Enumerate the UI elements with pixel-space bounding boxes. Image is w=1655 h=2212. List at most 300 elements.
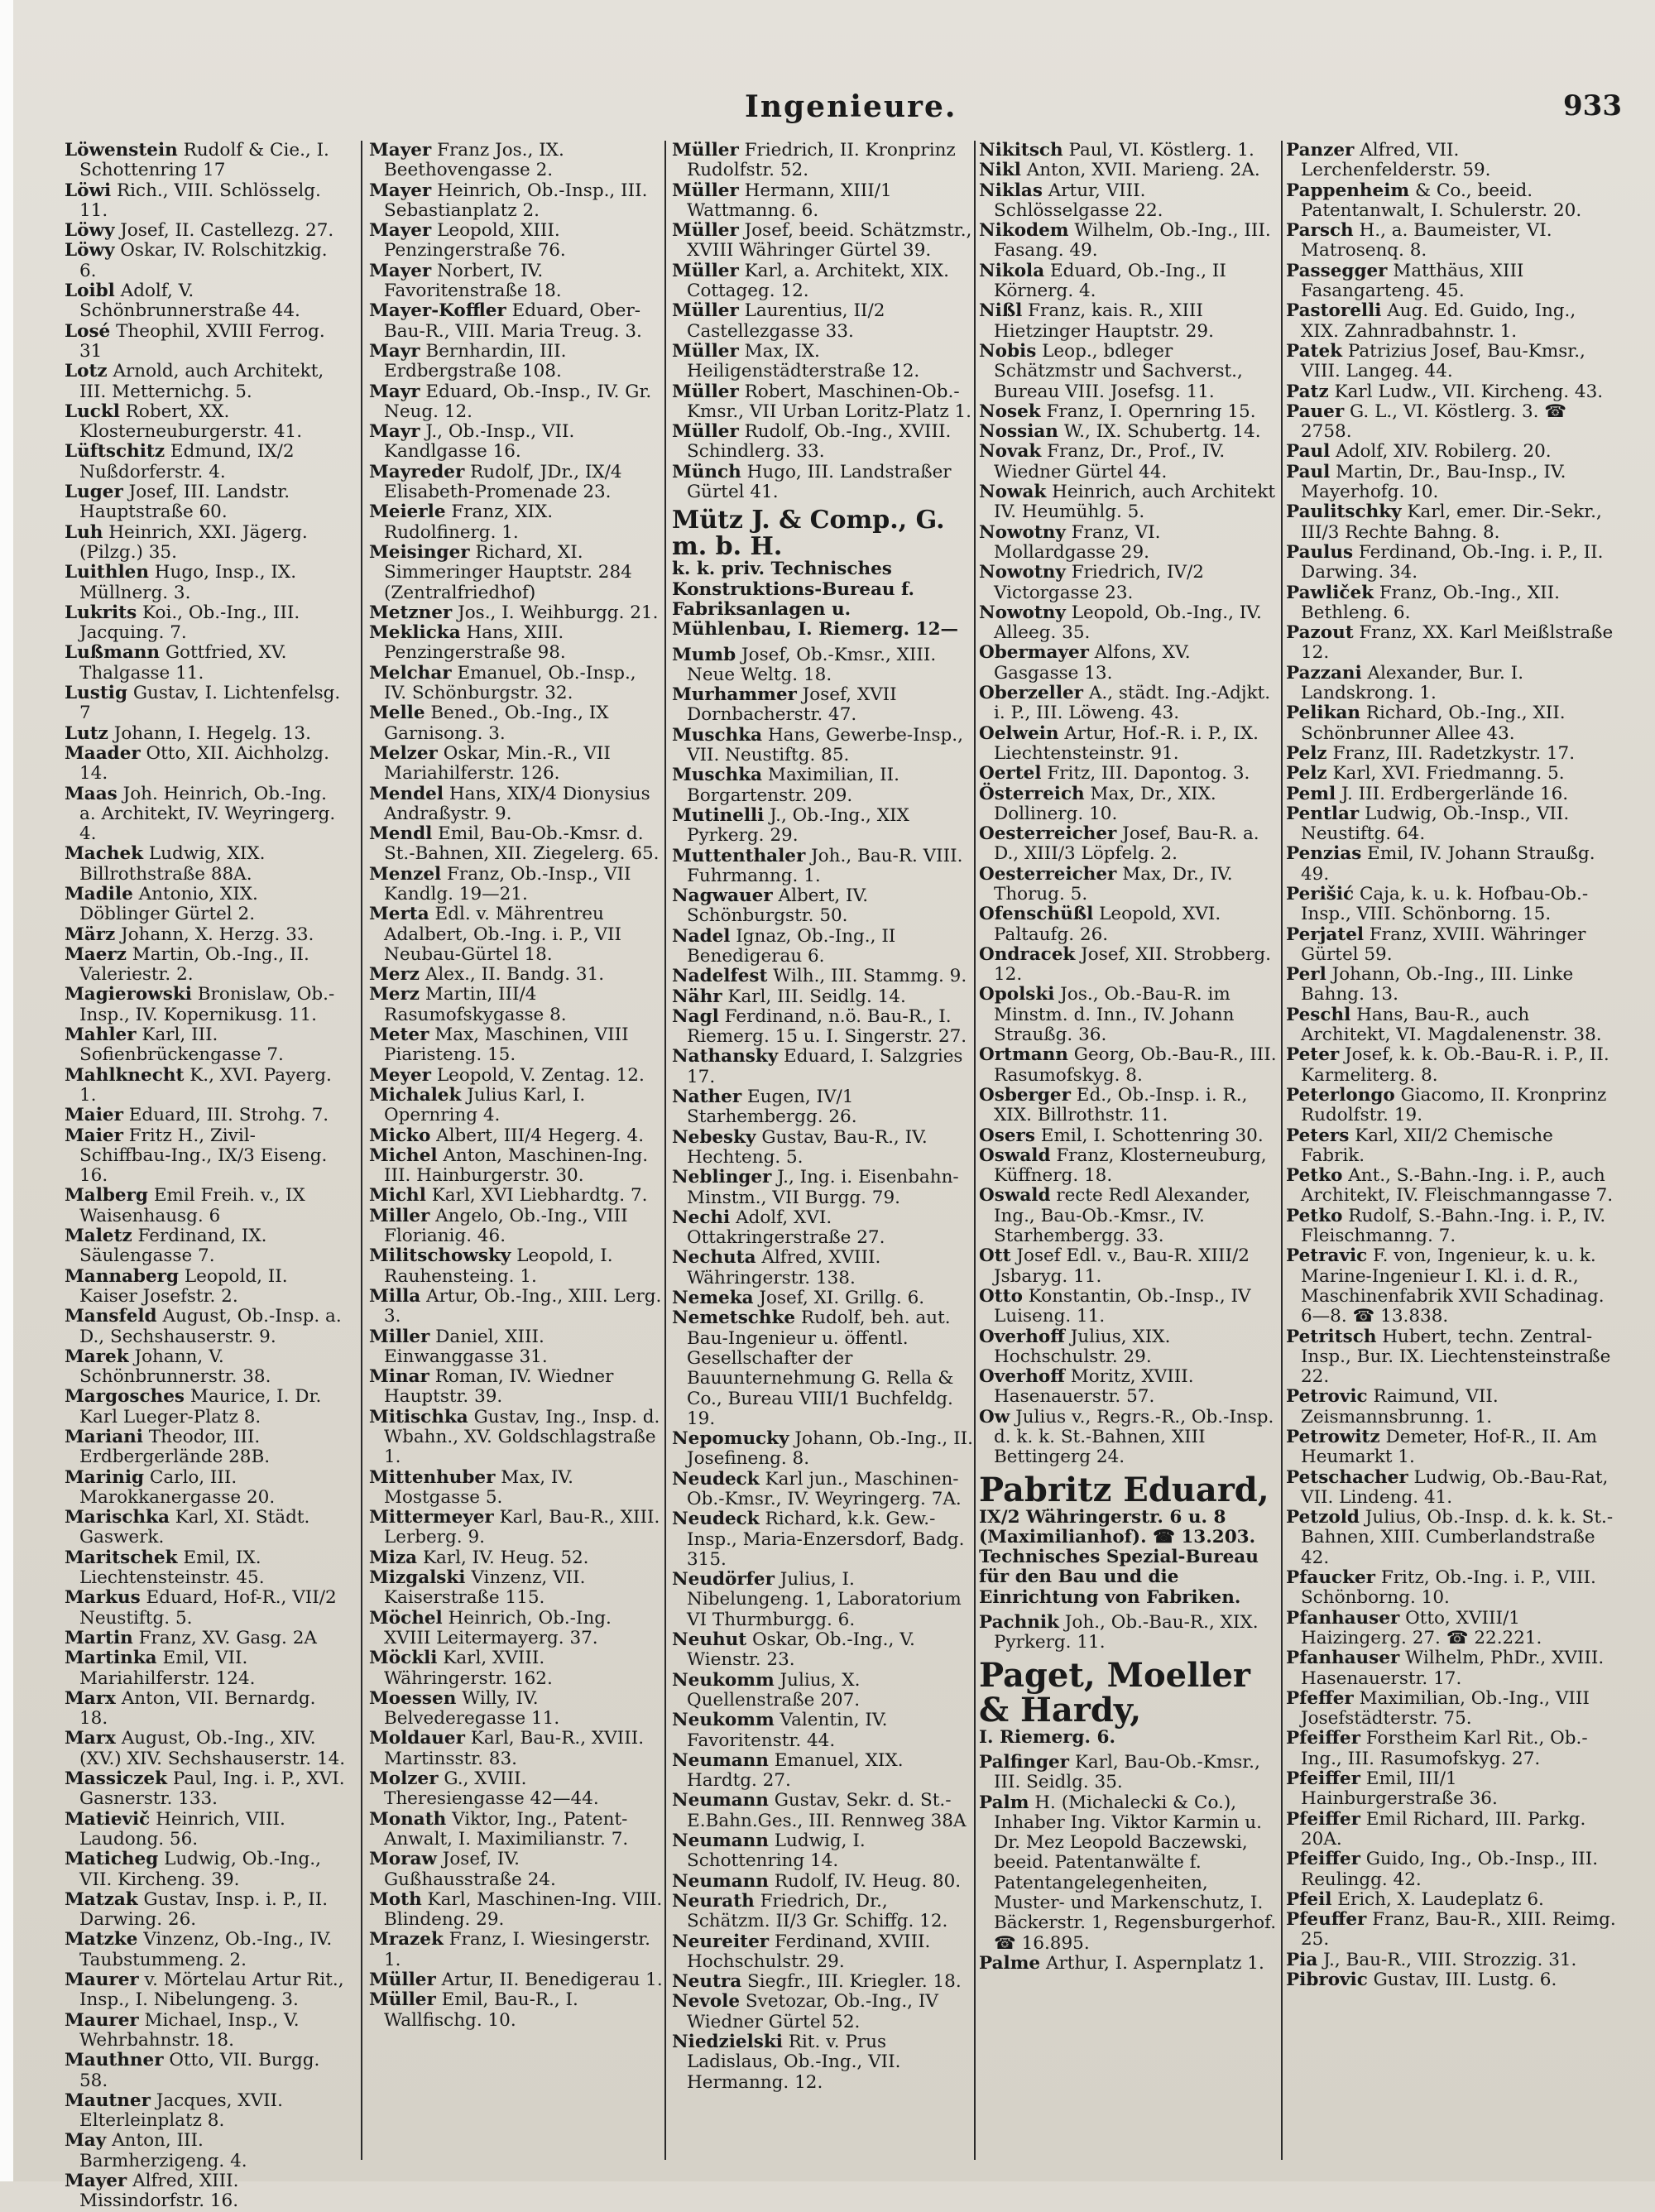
directory-entry xyxy=(1286,1327,1617,1388)
directory-entry xyxy=(65,844,346,885)
entry-surname: Maerz xyxy=(65,943,127,965)
entry-surname: Osberger xyxy=(979,1084,1071,1106)
directory-entry xyxy=(369,865,663,905)
entry-details: G. L., VI. Köstlerg. 3. ☎ 2758. xyxy=(1301,401,1567,443)
entry-surname: Maader xyxy=(65,742,141,764)
directory-entry xyxy=(672,685,974,726)
entry-surname: Lüftschitz xyxy=(65,441,166,463)
entry-surname: Markus xyxy=(65,1587,141,1609)
entry-details: Ferdinand, IX. Säulengasse 7. xyxy=(79,1226,267,1267)
entry-details: Josef, II. Castellezg. 27. xyxy=(114,220,334,242)
directory-entry xyxy=(369,1568,663,1609)
directory-entry xyxy=(672,1570,974,1630)
entry-details: Edl. v. Mährentreu Adalbert, Ob.-Ing. i. P., VII Neubau-Gürtel 18. xyxy=(384,904,621,965)
entry-details: Antonio, XIX. Döblinger Gürtel 2. xyxy=(79,883,258,925)
directory-entry xyxy=(672,1087,974,1128)
directory-entry xyxy=(65,925,346,945)
entry-details: Friedrich, II. Kronprinz Rudolfstr. 52. xyxy=(687,140,956,181)
directory-entry xyxy=(672,987,974,1007)
entry-details: Rudolf & Cie., I. Schottenring 17 xyxy=(79,140,329,181)
entry-details: Franz, VI. Mollardgasse 29. xyxy=(994,521,1161,563)
directory-entry xyxy=(65,1267,346,1308)
entry-surname: Oesterreicher xyxy=(979,823,1117,845)
column-rule xyxy=(1281,141,1283,2160)
directory-entry xyxy=(979,945,1278,986)
entry-details: Artur, Hof.-R. i. P., IX. Liechtensteinstr. 91. xyxy=(994,722,1259,764)
directory-entry xyxy=(369,603,663,623)
entry-surname: Mendel xyxy=(369,783,444,804)
directory-entry xyxy=(65,885,346,925)
entry-details: Fritz, Ob.-Ing. i. P., VIII. Schönborng. 10. xyxy=(1301,1567,1596,1609)
entry-surname: Peschl xyxy=(1286,1004,1351,1025)
entry-details: Joh. Heinrich, Ob.-Ing. a. Architekt, IV. Weyringerg. 4. xyxy=(79,783,336,845)
entry-details: Eduard, Ober-Bau-R., VIII. Maria Treug. 3. xyxy=(384,300,642,342)
entry-details: Michael, Insp., V. Wehrbahnstr. 18. xyxy=(79,2009,300,2051)
entry-details: Rudolf, Ob.-Ing., XVIII. Schindlerg. 33. xyxy=(687,421,952,463)
entry-surname: Loibl xyxy=(65,281,115,302)
entry-details: Emil Richard, III. Parkg. 20A. xyxy=(1301,1808,1586,1850)
directory-entry xyxy=(65,1508,346,1548)
entry-surname: Pfanhauser xyxy=(1286,1607,1400,1629)
directory-entry xyxy=(1286,1508,1617,1568)
entry-surname: Oertel xyxy=(979,763,1042,785)
entry-surname: Matzke xyxy=(65,1929,138,1950)
entry-surname: Müller xyxy=(672,381,739,402)
entry-surname: Petrovic xyxy=(1286,1386,1368,1408)
directory-entry xyxy=(979,724,1278,765)
entry-surname: Peters xyxy=(1286,1125,1350,1146)
entry-surname: Nemetschke xyxy=(672,1308,796,1329)
entry-details: Anton, XVII. Marieng. 2A. xyxy=(1020,160,1260,181)
entry-surname: Overhoff xyxy=(979,1326,1065,1347)
directory-entry xyxy=(369,965,663,985)
entry-details: Johann, X. Herzg. 33. xyxy=(115,924,314,945)
entry-surname: Ofenschüßl xyxy=(979,904,1094,925)
entry-surname: Militschowsky xyxy=(369,1245,511,1267)
entry-surname: Petrowitz xyxy=(1286,1427,1380,1447)
entry-surname: Martin xyxy=(65,1627,133,1648)
entry-details: Jos., I. Weihburgg. 21. xyxy=(452,602,659,623)
entry-details: Ludwig, XIX. Billrothstraße 88A. xyxy=(79,843,266,885)
entry-details: Karl Ludw., VII. Kircheng. 43. xyxy=(1328,381,1604,402)
entry-details: Ludwig, I. Schottenring 14. xyxy=(687,1831,866,1872)
entry-details: Eduard, III. Strohg. 7. xyxy=(122,1105,329,1126)
entry-surname: Maier xyxy=(65,1105,123,1126)
entry-details: Karl, emer. Dir.-Sekr., III/3 Rechte Bahng. 8. xyxy=(1301,501,1602,543)
entry-surname: Mayer xyxy=(369,140,432,161)
directory-entry xyxy=(979,482,1278,523)
directory-entry xyxy=(65,1025,346,1066)
entry-surname: Pibrovic xyxy=(1286,1970,1368,1991)
entry-surname: Machek xyxy=(65,843,144,865)
entry-details: Eduard, Ob.-Insp., IV. Gr. Neug. 12. xyxy=(384,381,652,422)
directory-entry xyxy=(65,1106,346,1125)
directory-entry xyxy=(1286,442,1617,462)
entry-details: H., a. Baumeister, VI. Matrosenq. 8. xyxy=(1301,220,1552,262)
entry-surname: Meierle xyxy=(369,501,446,523)
directory-entry xyxy=(65,1890,346,1931)
entry-details: Georg, Ob.-Bau-R., III. Rasumofskyg. 8. xyxy=(994,1044,1277,1086)
entry-details: Theodor, III. Erdbergerlände 28B. xyxy=(79,1427,271,1468)
entry-details: Gustav, III. Lustg. 6. xyxy=(1367,1970,1557,1991)
directory-entry xyxy=(672,463,974,503)
entry-details: Emil, I. Schottenring 30. xyxy=(1034,1125,1264,1146)
directory-entry xyxy=(1286,1207,1617,1247)
column-rule xyxy=(361,141,362,2160)
entry-surname: Meisinger xyxy=(369,541,470,563)
directory-entry xyxy=(369,221,663,262)
entry-surname: Moraw xyxy=(369,1849,437,1870)
directory-entry xyxy=(979,1753,1278,1793)
entry-surname: Maletz xyxy=(65,1226,132,1247)
entry-surname: Möckli xyxy=(369,1648,438,1669)
entry-surname: Löwy xyxy=(65,220,115,242)
directory-entry xyxy=(65,1588,346,1629)
directory-entry xyxy=(369,904,663,965)
column-rule xyxy=(974,141,976,2160)
directory-entry xyxy=(672,1429,974,1470)
entry-details: Leop., bdleger Schätzmstr und Sachverst., Bureau VIII. Josefsg. 11. xyxy=(994,340,1243,402)
directory-entry xyxy=(369,1648,663,1689)
entry-details: Max, Dr., XIX. Dollinerg. 10. xyxy=(994,783,1216,824)
entry-surname: Malberg xyxy=(65,1185,148,1207)
entry-surname: Neurath xyxy=(672,1890,755,1912)
ad-heading: Mütz J. & Comp., G. m. b. H. xyxy=(672,506,945,561)
entry-surname: Panzer xyxy=(1286,140,1355,161)
directory-entry xyxy=(65,1387,346,1427)
entry-surname: Mayer xyxy=(369,220,432,242)
entry-surname: Peml xyxy=(1286,783,1336,804)
entry-details: Karl, XVI Liebhardtg. 7. xyxy=(425,1185,648,1207)
entry-details: Adolf, XIV. Robilerg. 20. xyxy=(1330,441,1552,463)
entry-details: Leopold, XVI. Paltaufg. 26. xyxy=(994,904,1221,945)
entry-surname: Müller xyxy=(672,300,739,322)
entry-surname: Nikola xyxy=(979,260,1045,281)
entry-surname: Pia xyxy=(1286,1949,1318,1970)
entry-details: Albert, III/4 Hegerg. 4. xyxy=(430,1125,645,1146)
entry-surname: Marek xyxy=(65,1346,129,1367)
directory-entry xyxy=(65,362,346,402)
directory-entry xyxy=(369,1990,663,2031)
entry-surname: Murhammer xyxy=(672,684,797,706)
entry-surname: Mansfeld xyxy=(65,1306,157,1327)
entry-details: Josef, XI. Grillg. 6. xyxy=(753,1288,925,1309)
directory-entry xyxy=(65,563,346,603)
entry-surname: Neukomm xyxy=(672,1669,775,1691)
entry-details: Hans, Bau-R., auch Architekt, VI. Magdalenenstr. 38. xyxy=(1301,1004,1602,1046)
directory-entry xyxy=(979,985,1278,1045)
directory-entry xyxy=(65,402,346,443)
entry-surname: Palfinger xyxy=(979,1751,1069,1773)
entry-details: Karl, IV. Heug. 52. xyxy=(417,1547,589,1568)
entry-surname: Nossian xyxy=(979,421,1058,443)
entry-surname: Opolski xyxy=(979,984,1055,1005)
directory-entry xyxy=(369,985,663,1025)
directory-entry xyxy=(369,1126,663,1146)
entry-details: Bened., Ob.-Ing., IX Garnisong. 3. xyxy=(384,703,609,744)
entry-surname: Micko xyxy=(369,1125,431,1146)
directory-entry xyxy=(369,1086,663,1126)
entry-surname: Mayr xyxy=(369,340,420,362)
entry-details: Valentin, IV. Favoritenstr. 44. xyxy=(687,1710,888,1751)
entry-surname: Oelwein xyxy=(979,722,1059,744)
entry-details: J. III. Erdbergerlände 16. xyxy=(1336,783,1569,804)
directory-entry xyxy=(672,1288,974,1308)
directory-entry xyxy=(979,1126,1278,1146)
entry-surname: Münch xyxy=(672,461,741,482)
entry-surname: Lukrits xyxy=(65,602,137,623)
entry-details: Alfred, XVIII. Währingerstr. 138. xyxy=(687,1247,881,1288)
column-rule xyxy=(664,141,666,2160)
directory-entry xyxy=(369,1207,663,1247)
directory-entry xyxy=(369,181,663,222)
directory-entry xyxy=(979,764,1278,784)
entry-details: Hugo, Insp., IX. Müllnerg. 3. xyxy=(79,562,297,603)
directory-entry xyxy=(979,563,1278,603)
entry-surname: Patz xyxy=(1286,381,1329,402)
entry-surname: Petzold xyxy=(1286,1507,1360,1528)
entry-details: Arnold, auch Architekt, III. Metternichg. 5. xyxy=(79,361,324,402)
directory-entry xyxy=(672,645,974,686)
directory-entry xyxy=(369,422,663,463)
entry-surname: Mrazek xyxy=(369,1929,444,1950)
entry-details: Artur, II. Benedigerau 1. xyxy=(435,1970,663,1991)
directory-entry xyxy=(979,1146,1278,1187)
entry-surname: Mumb xyxy=(672,644,736,665)
entry-details: Anton, VII. Bernardg. 18. xyxy=(79,1687,316,1730)
entry-surname: Neudeck xyxy=(672,1468,760,1490)
entry-surname: Massiczek xyxy=(65,1768,167,1790)
entry-details: Emil, IV. Johann Straußg. 49. xyxy=(1301,843,1595,885)
entry-details: Emanuel, XIX. Hardtg. 27. xyxy=(687,1749,904,1792)
entry-surname: Mariani xyxy=(65,1427,143,1447)
entry-details: Rit. v. Prus Ladislaus, Ob.-Ing., VII. Hermanng. 12. xyxy=(687,2032,901,2093)
entry-surname: Perl xyxy=(1286,964,1326,986)
directory-entry xyxy=(979,1186,1278,1246)
directory-entry xyxy=(1286,1246,1617,1327)
entry-details: Julius, I. Nibelungeng. 1, Laboratorium VI Thurmburgg. 6. xyxy=(687,1569,962,1630)
entry-details: Adolf, XVI. Ottakringerstraße 27. xyxy=(687,1207,885,1249)
directory-entry xyxy=(369,1850,663,1890)
directory-entry xyxy=(369,1930,663,1970)
entry-details: Albert, IV. Schönburgstr. 50. xyxy=(687,885,869,927)
directory-entry xyxy=(369,1468,663,1509)
directory-entry xyxy=(369,1246,663,1287)
entry-surname: Pelikan xyxy=(1286,703,1361,724)
directory-entry xyxy=(672,1932,974,1973)
entry-details: Josef, Ob.-Kmsr., XIII. Neue Weltg. 18. xyxy=(687,644,937,685)
entry-surname: Lotz xyxy=(65,361,108,382)
directory-entry xyxy=(979,1954,1278,1974)
entry-details: Anton, III. Barmherzigeng. 4. xyxy=(79,2130,247,2171)
entry-details: Matthäus, XIII Fasangarteng. 45. xyxy=(1301,260,1524,302)
entry-details: Max, Maschinen, VIII Piaristeng. 15. xyxy=(384,1024,629,1066)
directory-entry xyxy=(979,1045,1278,1086)
entry-details: A., städt. Ing.-Adjkt. i. P., III. Löweng. 43. xyxy=(994,683,1271,724)
entry-details: Ferdinand, n.ö. Bau-R., I. Riemerg. 15 u. I. Singerstr. 27. xyxy=(687,1005,967,1048)
entry-surname: Margosches xyxy=(65,1386,185,1408)
directory-entry xyxy=(1286,382,1617,402)
entry-surname: Milla xyxy=(369,1285,421,1307)
entry-details: Karl, III. Sofienbrückengasse 7. xyxy=(79,1024,284,1066)
directory-entry xyxy=(65,1769,346,1810)
directory-entry xyxy=(1286,463,1617,503)
directory-entry xyxy=(1286,1126,1617,1167)
entry-details: Franz, I. Wiesingerstr. 1. xyxy=(384,1929,650,1970)
entry-details: Franz, Klosterneuburg, Küffnerg. 18. xyxy=(994,1144,1267,1187)
entry-details: Bronislaw, Ob.-Insp., IV. Kopernikusg. 11. xyxy=(79,984,335,1025)
entry-surname: Nepomucky xyxy=(672,1428,789,1450)
entry-details: Karl, Bau-R., XVIII. Martinsstr. 83. xyxy=(384,1728,645,1769)
entry-details: Joh., Ob.-Bau-R., XIX. Pyrkerg. 11. xyxy=(994,1612,1259,1653)
entry-details: Gustav, I. Lichtenfelsg. 7 xyxy=(79,683,341,724)
entry-details: Josef, Bau-R. a. D., XIII/3 Löpfelg. 2. xyxy=(994,823,1259,865)
entry-surname: Pawliček xyxy=(1286,582,1374,603)
entry-surname: Matzak xyxy=(65,1888,138,1910)
directory-entry xyxy=(1286,764,1617,784)
directory-entry xyxy=(1286,965,1617,1005)
entry-surname: Nowotny xyxy=(979,602,1066,623)
entry-surname: Neutra xyxy=(672,1971,742,1993)
directory-entry xyxy=(672,886,974,927)
page-number: 933 xyxy=(1563,89,1622,122)
entry-surname: Osers xyxy=(979,1125,1035,1146)
entry-surname: Petschacher xyxy=(1286,1466,1408,1488)
directory-entry xyxy=(672,1972,974,1992)
directory-entry xyxy=(979,342,1278,402)
directory-entry xyxy=(65,523,346,564)
entry-details: Edmund, IX/2 Nußdorferstr. 4. xyxy=(79,441,295,482)
entry-details: Willy, IV. Belvederegasse 11. xyxy=(384,1687,560,1730)
entry-surname: Oswald xyxy=(979,1144,1051,1166)
entry-surname: Pappenheim xyxy=(1286,180,1410,201)
entry-details: J., Ob.-Insp., VII. Kandlgasse 16. xyxy=(384,421,575,463)
entry-surname: Niedzielski xyxy=(672,2032,783,2053)
directory-entry xyxy=(672,1831,974,1872)
entry-surname: Luh xyxy=(65,521,103,543)
directory-entry xyxy=(672,765,974,806)
directory-entry xyxy=(1286,804,1617,845)
entry-details: Otto, XVIII/1 Haizingerg. 27. ☎ 22.221. xyxy=(1301,1607,1542,1648)
entry-surname: Pazzani xyxy=(1286,662,1362,684)
entry-surname: Luger xyxy=(65,482,123,503)
entry-surname: Nebesky xyxy=(672,1126,756,1148)
directory-entry xyxy=(369,1729,663,1769)
directory-entry xyxy=(672,847,974,887)
entry-details: Martin, III/4 Rasumofskygasse 8. xyxy=(384,984,567,1025)
directory-entry xyxy=(1286,502,1617,543)
entry-surname: Marx xyxy=(65,1728,116,1749)
entry-surname: Mayer-Koffler xyxy=(369,300,506,322)
entry-details: Leopold, II. Kaiser Josefstr. 2. xyxy=(79,1265,288,1307)
entry-details: Emanuel, Ob.-Insp., IV. Schönburgstr. 32. xyxy=(384,662,636,704)
entry-surname: Martinka xyxy=(65,1648,157,1669)
entry-details: Max, IV. Mostgasse 5. xyxy=(384,1466,574,1508)
directory-entry xyxy=(672,1671,974,1711)
entry-details: Vinzenz, VII. Kaiserstraße 115. xyxy=(384,1567,586,1609)
directory-entry xyxy=(369,1186,663,1206)
directory-entry xyxy=(369,463,663,503)
advertisement xyxy=(672,507,974,640)
entry-surname: Löwenstein xyxy=(65,140,178,161)
directory-entry xyxy=(1286,1970,1617,1990)
entry-surname: Nobis xyxy=(979,340,1037,362)
directory-entry xyxy=(979,1613,1278,1653)
entry-surname: Merz xyxy=(369,984,420,1005)
entry-surname: Madile xyxy=(65,883,133,904)
directory-entry xyxy=(979,221,1278,262)
entry-details: Hans, XIX/4 Dionysius Andraßystr. 9. xyxy=(384,783,650,824)
entry-details: Franz, XIX. Rudolfinerg. 1. xyxy=(384,501,554,543)
entry-details: Paul, VI. Köstlerg. 1. xyxy=(1063,140,1254,161)
entry-surname: Oberzeller xyxy=(979,683,1083,704)
entry-details: Karl, a. Architekt, XIX. Cottageg. 12. xyxy=(687,260,950,302)
entry-surname: Menzel xyxy=(369,863,442,885)
directory-entry xyxy=(65,1629,346,1648)
directory-entry xyxy=(1286,885,1617,925)
entry-surname: Mayer xyxy=(65,2170,127,2191)
entry-surname: Nikl xyxy=(979,160,1021,181)
directory-entry xyxy=(369,1327,663,1368)
directory-entry xyxy=(65,2011,346,2051)
entry-details: Karl jun., Maschinen-Ob.-Kmsr., IV. Weyringerg. 7A. xyxy=(687,1468,962,1509)
entry-details: Martin, Ob.-Ing., II. Valeriestr. 2. xyxy=(79,943,309,986)
entry-details: J., Bau-R., VIII. Strozzig. 31. xyxy=(1317,1949,1577,1970)
entry-details: Demeter, Hof-R., II. Am Heumarkt 1. xyxy=(1301,1427,1597,1468)
entry-surname: Minar xyxy=(369,1366,429,1388)
entry-surname: Ow xyxy=(979,1406,1010,1427)
entry-details: Martin, Dr., Bau-Insp., IV. Mayerhofg. 10. xyxy=(1301,461,1566,503)
directory-entry xyxy=(979,301,1278,342)
entry-surname: Muttenthaler xyxy=(672,845,806,866)
entry-details: J., Ing. i. Eisenbahn-Minstm., VII Burgg. 79. xyxy=(687,1167,959,1208)
directory-entry xyxy=(1286,1910,1617,1950)
directory-entry xyxy=(369,1970,663,1990)
entry-surname: Niklas xyxy=(979,180,1043,201)
entry-details: Ludwig, Ob.-Insp., VII. Neustiftg. 64. xyxy=(1301,803,1570,845)
directory-entry xyxy=(65,724,346,744)
directory-entry xyxy=(65,1689,346,1730)
directory-entry xyxy=(672,301,974,342)
entry-details: Franz Jos., IX. Beethovengasse 2. xyxy=(384,140,564,181)
entry-details: Giacomo, II. Kronprinz Rudolfstr. 19. xyxy=(1301,1084,1607,1126)
entry-surname: Paul xyxy=(1286,441,1331,463)
entry-details: Eduard, I. Salzgries 17. xyxy=(687,1046,963,1087)
entry-surname: Neukomm xyxy=(672,1710,775,1731)
entry-details: Otto, XII. Aichholzg. 14. xyxy=(79,742,329,785)
entry-details: Roman, IV. Wiedner Hauptstr. 39. xyxy=(384,1366,614,1408)
entry-details: W., IX. Schubertg. 14. xyxy=(1058,421,1261,443)
entry-details: Ludwig, Ob.-Ing., VII. Kircheng. 39. xyxy=(79,1849,321,1890)
entry-details: Emil, IX. Liechtensteinstr. 45. xyxy=(79,1547,265,1589)
directory-entry xyxy=(979,865,1278,905)
entry-surname: Muschka xyxy=(672,765,763,786)
directory-entry xyxy=(1286,402,1617,443)
entry-surname: Müller xyxy=(369,1989,436,2011)
entry-surname: Nevole xyxy=(672,1991,741,2013)
entry-surname: Merz xyxy=(369,964,420,986)
entry-surname: Meter xyxy=(369,1024,429,1046)
entry-details: Hans, Gewerbe-Insp., VII. Neustiftg. 85. xyxy=(687,724,963,766)
directory-entry xyxy=(672,262,974,302)
entry-details: Johann, Ob.-Ing., III. Linke Bahng. 13. xyxy=(1301,964,1574,1005)
entry-details: Adolf, V. Schönbrunnerstraße 44. xyxy=(79,281,300,322)
directory-entry xyxy=(979,904,1278,945)
entry-details: Robert, XX. Klosterneuburgerstr. 41. xyxy=(79,401,303,443)
entry-surname: Nähr xyxy=(672,986,722,1007)
entry-surname: Peter xyxy=(1286,1044,1340,1066)
directory-entry xyxy=(979,141,1278,161)
